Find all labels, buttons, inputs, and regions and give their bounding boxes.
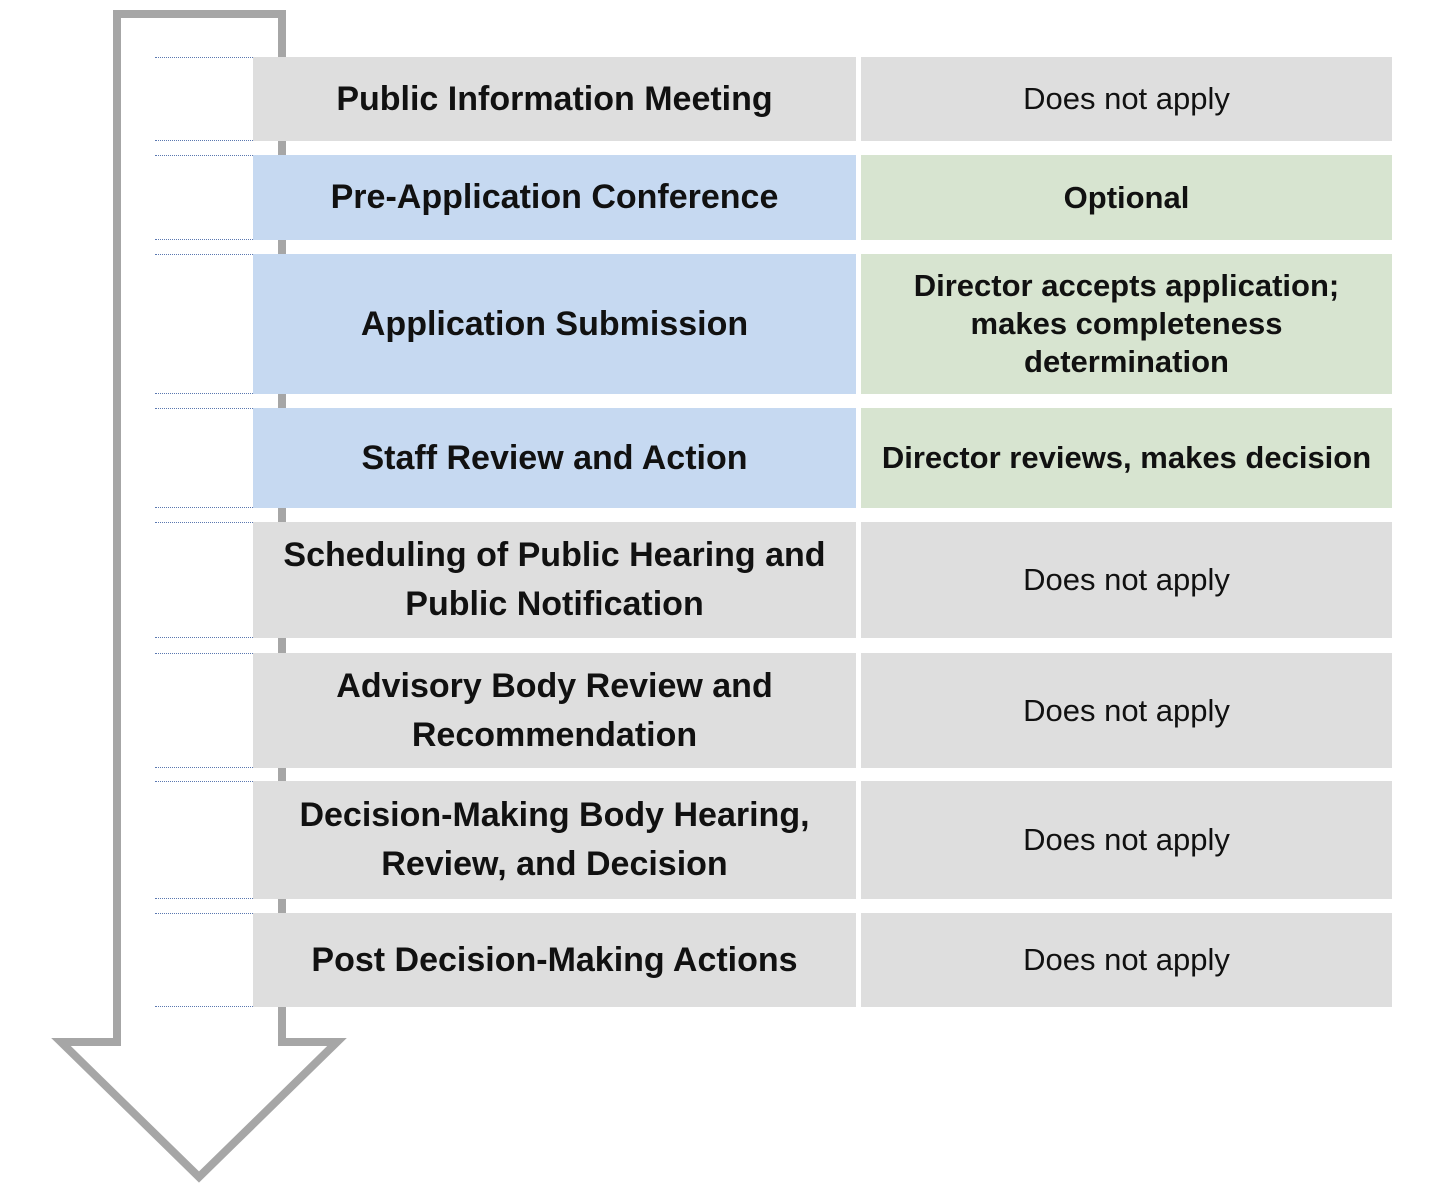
row-tick-top xyxy=(155,57,253,58)
step-row xyxy=(155,57,1392,141)
step-name: Advisory Body Review and Recommendation xyxy=(336,666,773,754)
row-tick-top xyxy=(155,155,253,156)
row-tick-bottom xyxy=(155,393,253,394)
step-status-cell xyxy=(861,57,1392,141)
row-tick-bottom xyxy=(155,507,253,508)
step-status: Director reviews, makes decision xyxy=(881,440,1372,475)
row-tick-bottom xyxy=(155,898,253,899)
row-tick-bottom xyxy=(155,239,253,240)
step-row xyxy=(155,781,1392,899)
step-status: Does not apply xyxy=(1023,562,1230,597)
row-tick-top xyxy=(155,653,253,654)
step-status-cell xyxy=(861,155,1392,240)
step-status: Does not apply xyxy=(1023,81,1230,116)
step-status-cell xyxy=(861,653,1392,768)
row-tick-top xyxy=(155,408,253,409)
row-tick-bottom xyxy=(155,1006,253,1007)
step-status: Director accepts application; makes completeness determination xyxy=(913,268,1340,379)
step-row xyxy=(155,653,1392,768)
step-status: Does not apply xyxy=(1023,692,1230,728)
step-status-cell xyxy=(861,781,1392,899)
step-name: Pre-Application Conference xyxy=(330,178,779,216)
row-tick-top xyxy=(155,781,253,782)
step-row xyxy=(155,913,1392,1007)
row-tick-top xyxy=(155,913,253,914)
step-status-cell xyxy=(861,408,1392,508)
step-name: Application Submission xyxy=(360,304,749,343)
step-name-cell xyxy=(253,781,856,899)
step-name: Staff Review and Action xyxy=(361,438,748,477)
step-status-cell xyxy=(861,913,1392,1007)
step-name-cell xyxy=(253,155,856,240)
row-tick-bottom xyxy=(155,767,253,768)
step-name-cell xyxy=(253,913,856,1007)
step-name: Public Information Meeting xyxy=(336,79,773,118)
step-name-cell xyxy=(253,57,856,141)
step-row xyxy=(155,155,1392,240)
step-row xyxy=(155,522,1392,638)
row-tick-top xyxy=(155,254,253,255)
step-status-cell xyxy=(861,254,1392,394)
step-name: Decision-Making Body Hearing, Review, and Decision xyxy=(299,796,810,883)
step-row xyxy=(155,408,1392,508)
step-status-cell xyxy=(861,522,1392,638)
step-status: Does not apply xyxy=(1023,822,1230,857)
step-name-cell xyxy=(253,254,856,394)
step-row xyxy=(155,254,1392,394)
row-tick-bottom xyxy=(155,140,253,141)
step-name-cell xyxy=(253,522,856,638)
step-name-cell xyxy=(253,408,856,508)
step-status: Does not apply xyxy=(1023,942,1230,977)
step-name: Post Decision-Making Actions xyxy=(311,940,798,979)
row-tick-bottom xyxy=(155,637,253,638)
step-status: Optional xyxy=(1063,179,1190,215)
step-name-cell xyxy=(253,653,856,768)
step-name: Scheduling of Public Hearing and Public Notification xyxy=(283,536,826,623)
row-tick-top xyxy=(155,522,253,523)
